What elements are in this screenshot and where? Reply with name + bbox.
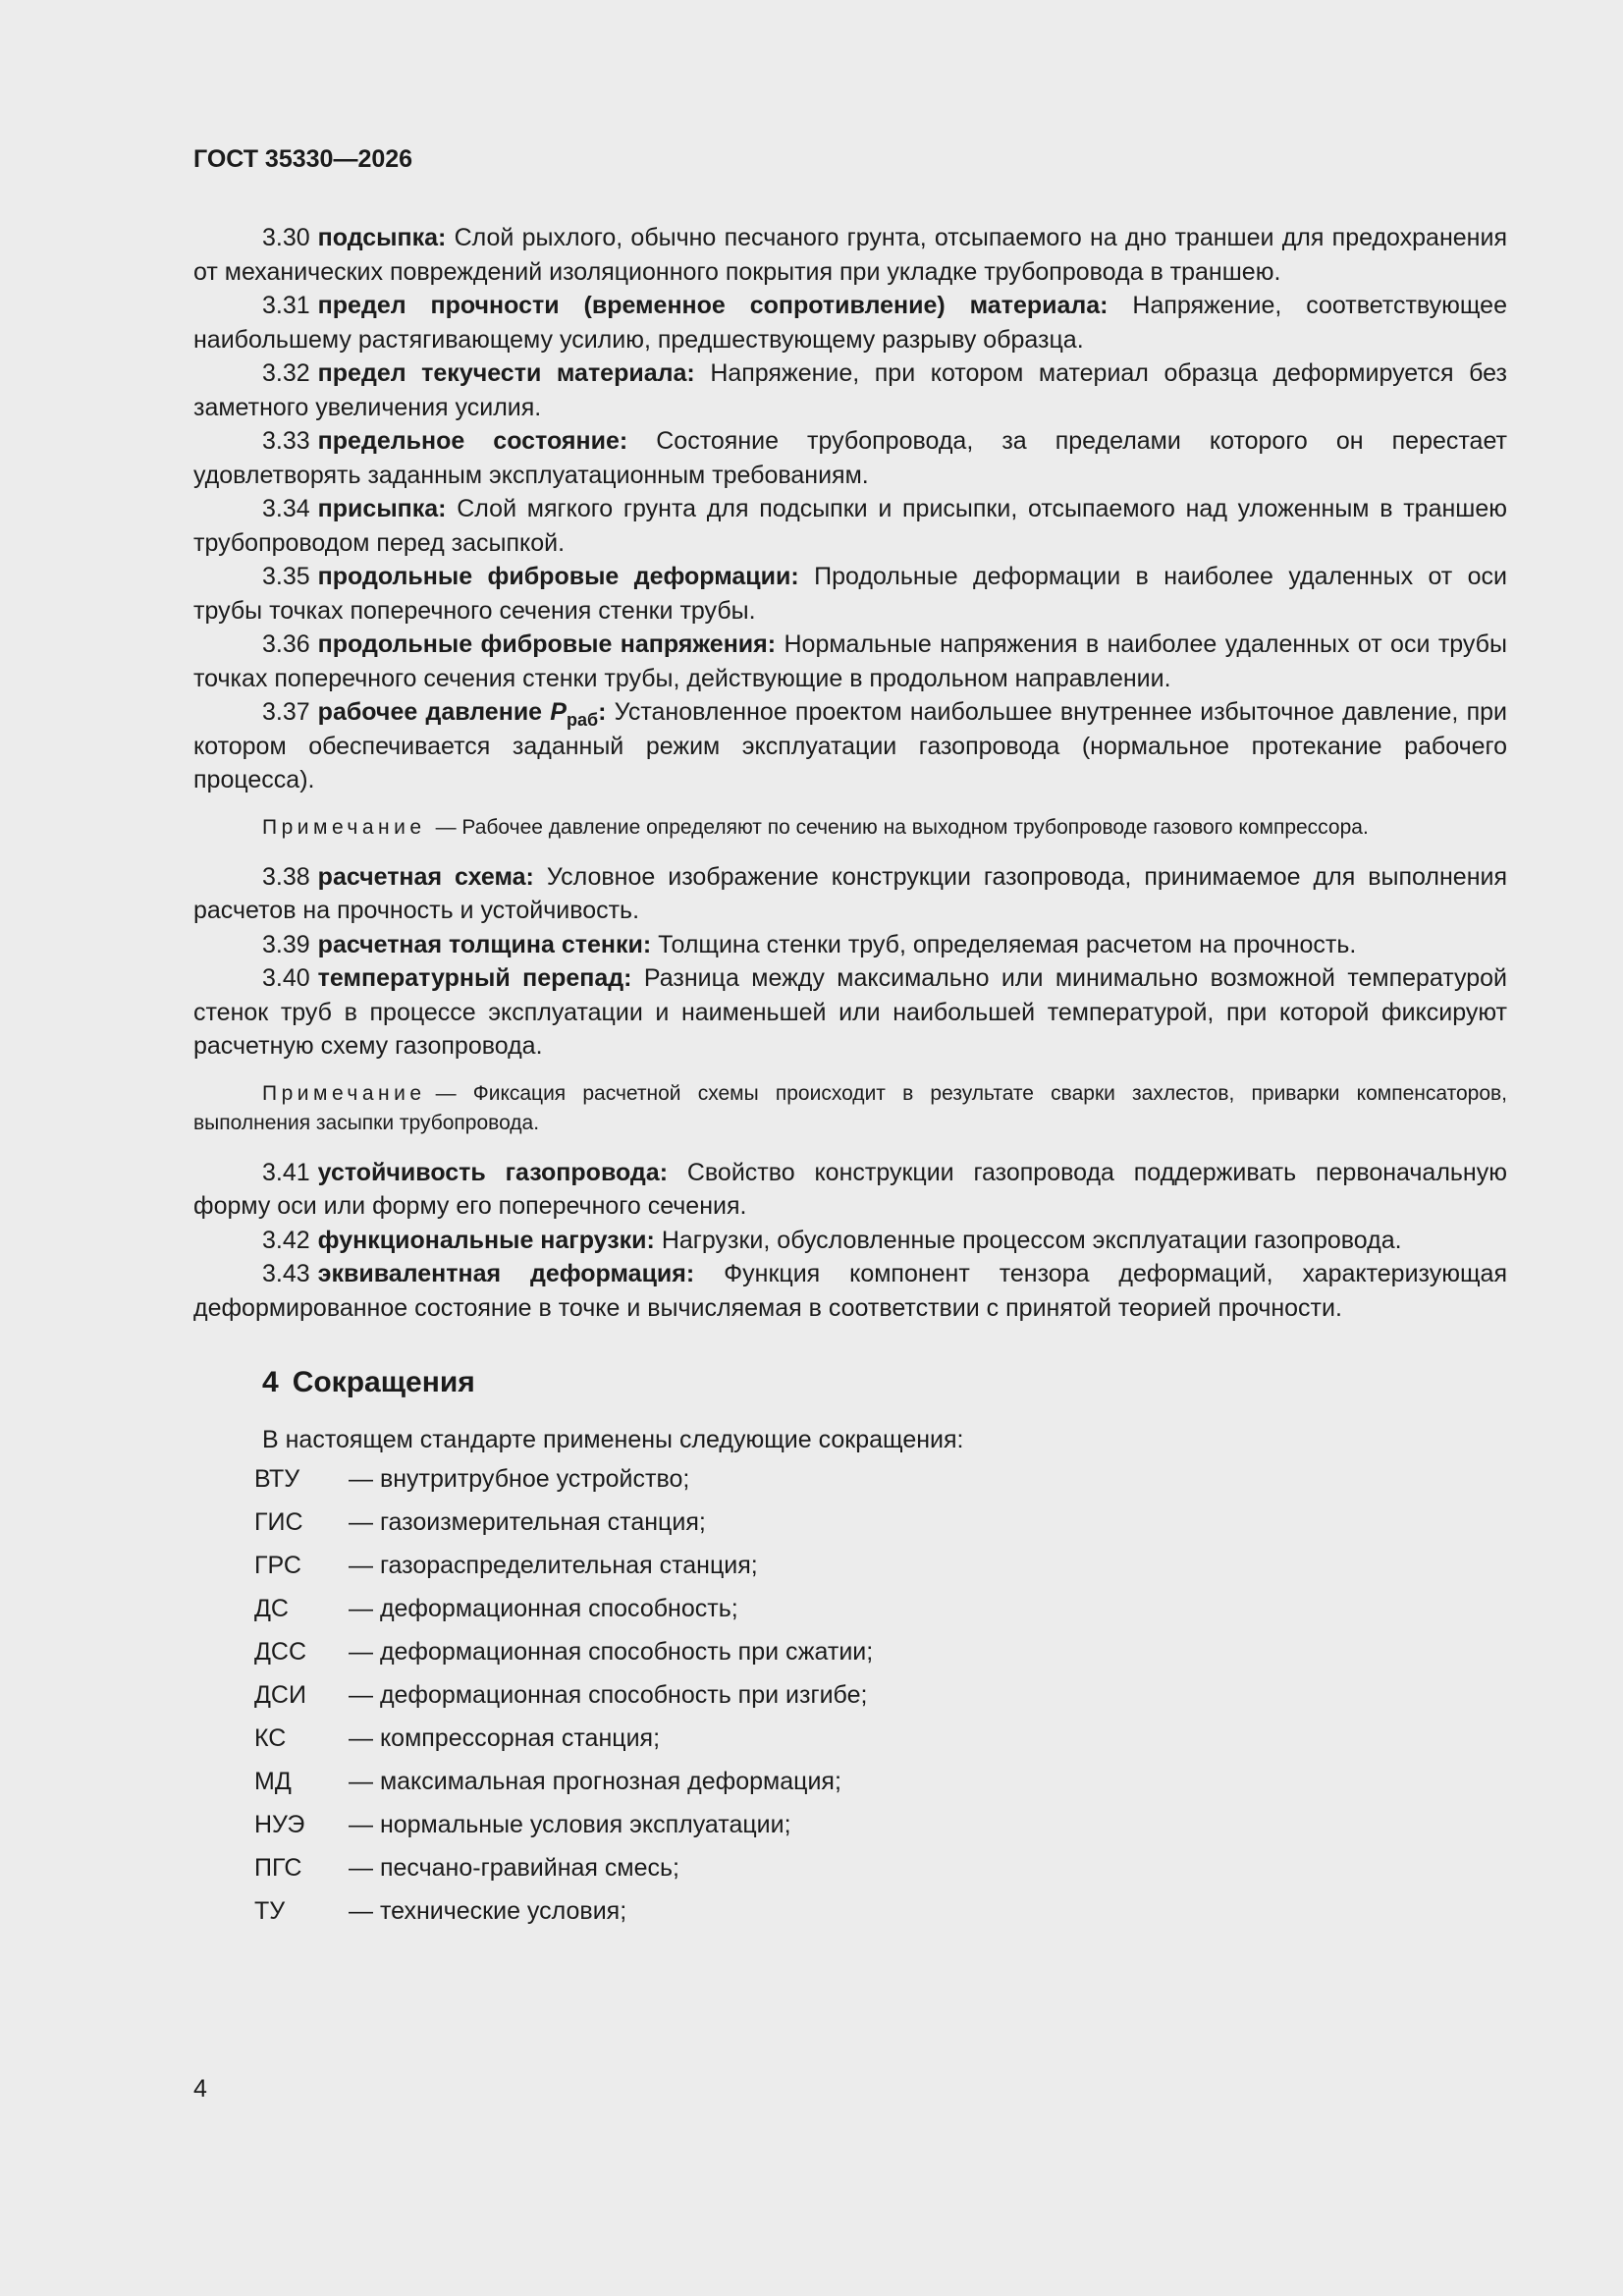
definition-number: 3.32 bbox=[262, 359, 310, 387]
definition-text: Установленное проектом наибольшее внутреннее избыточное давление, при котором обеспечивается заданный режим эксплуатации газопровода (нормальное протекание рабочего процесса). bbox=[193, 698, 1507, 793]
definition-term: присыпка: bbox=[317, 495, 447, 522]
abbreviation: ВТУ bbox=[254, 1465, 300, 1493]
abbreviation-expansion: — нормальные условия эксплуатации; bbox=[349, 1811, 791, 1838]
abbreviation: ГИС bbox=[254, 1508, 303, 1536]
definition-number: 3.36 bbox=[262, 630, 310, 658]
section-intro: В настоящем стандарте применены следующие сокращения: bbox=[262, 1426, 964, 1453]
definition-term: предельное состояние: bbox=[317, 427, 628, 455]
abbreviation: НУЭ bbox=[254, 1811, 305, 1838]
definition-text: Слой мягкого грунта для подсыпки и присыпки, отсыпаемого над уложенным в траншею трубопроводом перед засыпкой. bbox=[193, 495, 1507, 557]
definition-item bbox=[193, 289, 1507, 356]
list-item bbox=[193, 1462, 1507, 1505]
definition-item bbox=[193, 424, 1507, 492]
list-item bbox=[193, 1765, 1507, 1808]
list-item bbox=[193, 1678, 1507, 1722]
definition-number: 3.34 bbox=[262, 495, 310, 522]
definitions-block-3 bbox=[193, 1156, 1507, 1326]
definition-item bbox=[193, 560, 1507, 628]
definition-text: Нагрузки, обусловленные процессом эксплуатации газопровода. bbox=[661, 1226, 1402, 1254]
definition-term: расчетная толщина стенки: bbox=[317, 930, 652, 958]
note bbox=[193, 1079, 1507, 1138]
definition-colon: : bbox=[598, 698, 607, 726]
abbreviation-expansion: — деформационная способность при сжатии; bbox=[349, 1638, 874, 1666]
abbreviation-expansion: — технические условия; bbox=[349, 1897, 627, 1925]
definition-term: температурный перепад: bbox=[317, 964, 632, 992]
pressure-subscript: раб bbox=[566, 710, 599, 730]
definition-term: рабочее давление bbox=[317, 698, 543, 726]
abbreviation-list bbox=[193, 1462, 1507, 1938]
note-text: — Рабочее давление определяют по сечению на выходном трубопроводе газового компрессора. bbox=[435, 815, 1369, 839]
definition-text: Функция компонент тензора деформаций, характеризующая деформированное состояние в точке и вычисляемая в соответствии с принятой теорией прочности. bbox=[193, 1260, 1507, 1322]
definition-item bbox=[193, 1224, 1507, 1258]
definition-text: Толщина стенки труб, определяемая расчетом на прочность. bbox=[658, 930, 1357, 958]
note-text: — Фиксация расчетной схемы происходит в результате сварки захлестов, приварки компенсаторов, выполнения засыпки трубопровода. bbox=[193, 1081, 1507, 1134]
list-item bbox=[193, 1505, 1507, 1549]
note bbox=[193, 813, 1507, 843]
list-item bbox=[193, 1592, 1507, 1635]
definition-term: устойчивость газопровода: bbox=[317, 1158, 669, 1186]
list-item bbox=[193, 1722, 1507, 1765]
definition-text: Слой рыхлого, обычно песчаного грунта, отсыпаемого на дно траншеи для предохранения от механических повреждений изоляционного покрытия при укладке трубопровода в траншею. bbox=[193, 224, 1507, 286]
definition-term: расчетная схема: bbox=[317, 862, 534, 891]
definition-item bbox=[193, 695, 1507, 797]
abbreviation-expansion: — максимальная прогнозная деформация; bbox=[349, 1768, 841, 1795]
abbreviation-expansion: — деформационная способность при изгибе; bbox=[349, 1681, 868, 1709]
section-heading bbox=[262, 1366, 1507, 1399]
abbreviation: ДСИ bbox=[254, 1681, 306, 1709]
definition-text: Напряжение, соответствующее наибольшему растягивающему усилию, предшествующему разрыву образца. bbox=[193, 292, 1507, 354]
definition-term: продольные фибровые напряжения: bbox=[317, 630, 777, 658]
abbreviation-expansion: — газораспределительная станция; bbox=[349, 1552, 758, 1579]
definition-item bbox=[193, 1257, 1507, 1325]
definition-text: Нормальные напряжения в наиболее удаленных от оси трубы точках поперечного сечения стенки трубы, действующие в продольном направлении. bbox=[193, 630, 1507, 692]
definition-number: 3.35 bbox=[262, 563, 310, 590]
definition-number: 3.39 bbox=[262, 930, 310, 958]
definition-number: 3.41 bbox=[262, 1158, 310, 1186]
definition-number: 3.37 bbox=[262, 698, 310, 726]
definition-item bbox=[193, 492, 1507, 560]
definition-item bbox=[193, 928, 1507, 962]
page-number: 4 bbox=[193, 2075, 207, 2103]
definition-text: Условное изображение конструкции газопровода, принимаемое для выполнения расчетов на прочность и устойчивость. bbox=[193, 862, 1507, 924]
abbreviation: ТУ bbox=[254, 1897, 286, 1925]
pressure-symbol: P bbox=[550, 698, 567, 726]
abbreviation-expansion: — песчано-гравийная смесь; bbox=[349, 1854, 679, 1882]
definition-text: Свойство конструкции газопровода поддерживать первоначальную форму оси или форму его поперечного сечения. bbox=[193, 1158, 1507, 1220]
definition-term: подсыпка: bbox=[317, 224, 447, 251]
note-label: Примечание bbox=[262, 1081, 426, 1105]
abbreviation: ДС bbox=[254, 1595, 289, 1622]
section-number: 4 bbox=[262, 1366, 279, 1398]
abbreviation-expansion: — деформационная способность; bbox=[349, 1595, 738, 1622]
document-header: ГОСТ 35330—2026 bbox=[193, 145, 413, 173]
definition-number: 3.31 bbox=[262, 292, 310, 319]
abbreviation: ДСС bbox=[254, 1638, 307, 1666]
abbreviation-expansion: — компрессорная станция; bbox=[349, 1724, 661, 1752]
definition-term: предел прочности (временное сопротивление) материала: bbox=[317, 292, 1109, 319]
definition-number: 3.33 bbox=[262, 427, 310, 455]
definition-item bbox=[193, 860, 1507, 928]
abbreviation: ПГС bbox=[254, 1854, 302, 1882]
note-label: Примечание bbox=[262, 815, 426, 839]
definition-item bbox=[193, 356, 1507, 424]
definition-number: 3.42 bbox=[262, 1226, 310, 1254]
list-item bbox=[193, 1851, 1507, 1894]
document-page bbox=[193, 145, 1507, 1938]
definition-term: продольные фибровые деформации: bbox=[317, 563, 799, 590]
definition-number: 3.43 bbox=[262, 1260, 310, 1287]
list-item bbox=[193, 1549, 1507, 1592]
list-item bbox=[193, 1808, 1507, 1851]
definition-term: предел текучести материала: bbox=[317, 359, 695, 387]
definition-item bbox=[193, 961, 1507, 1064]
abbreviation: ГРС bbox=[254, 1552, 301, 1579]
definition-number: 3.30 bbox=[262, 224, 310, 251]
definition-item bbox=[193, 628, 1507, 695]
abbreviation: МД bbox=[254, 1768, 292, 1795]
abbreviation: КС bbox=[254, 1724, 287, 1752]
definition-item bbox=[193, 221, 1507, 289]
definition-text: Напряжение, при котором материал образца деформируется без заметного увеличения усилия. bbox=[193, 359, 1507, 421]
definitions-block-1 bbox=[193, 221, 1507, 797]
definitions-block-2 bbox=[193, 860, 1507, 1064]
section-title-text: Сокращения bbox=[292, 1366, 475, 1398]
abbreviation-expansion: — внутритрубное устройство; bbox=[349, 1465, 690, 1493]
definition-item bbox=[193, 1156, 1507, 1224]
abbreviation-expansion: — газоизмерительная станция; bbox=[349, 1508, 706, 1536]
list-item bbox=[193, 1894, 1507, 1938]
definition-text: Разница между максимально или минимально возможной температурой стенок труб в процессе эксплуатации и наименьшей или наибольшей температурой, при которой фиксируют расчетную схему газопровода. bbox=[193, 964, 1507, 1060]
definition-term: эквивалентная деформация: bbox=[317, 1260, 695, 1287]
definition-number: 3.40 bbox=[262, 964, 310, 992]
definition-text: Продольные деформации в наиболее удаленных от оси трубы точках поперечного сечения стенки трубы. bbox=[193, 563, 1507, 625]
definition-term: функциональные нагрузки: bbox=[317, 1226, 655, 1254]
definition-number: 3.38 bbox=[262, 862, 310, 891]
list-item bbox=[193, 1635, 1507, 1678]
definition-text: Состояние трубопровода, за пределами которого он перестает удовлетворять заданным эксплуатационным требованиям. bbox=[193, 427, 1507, 489]
